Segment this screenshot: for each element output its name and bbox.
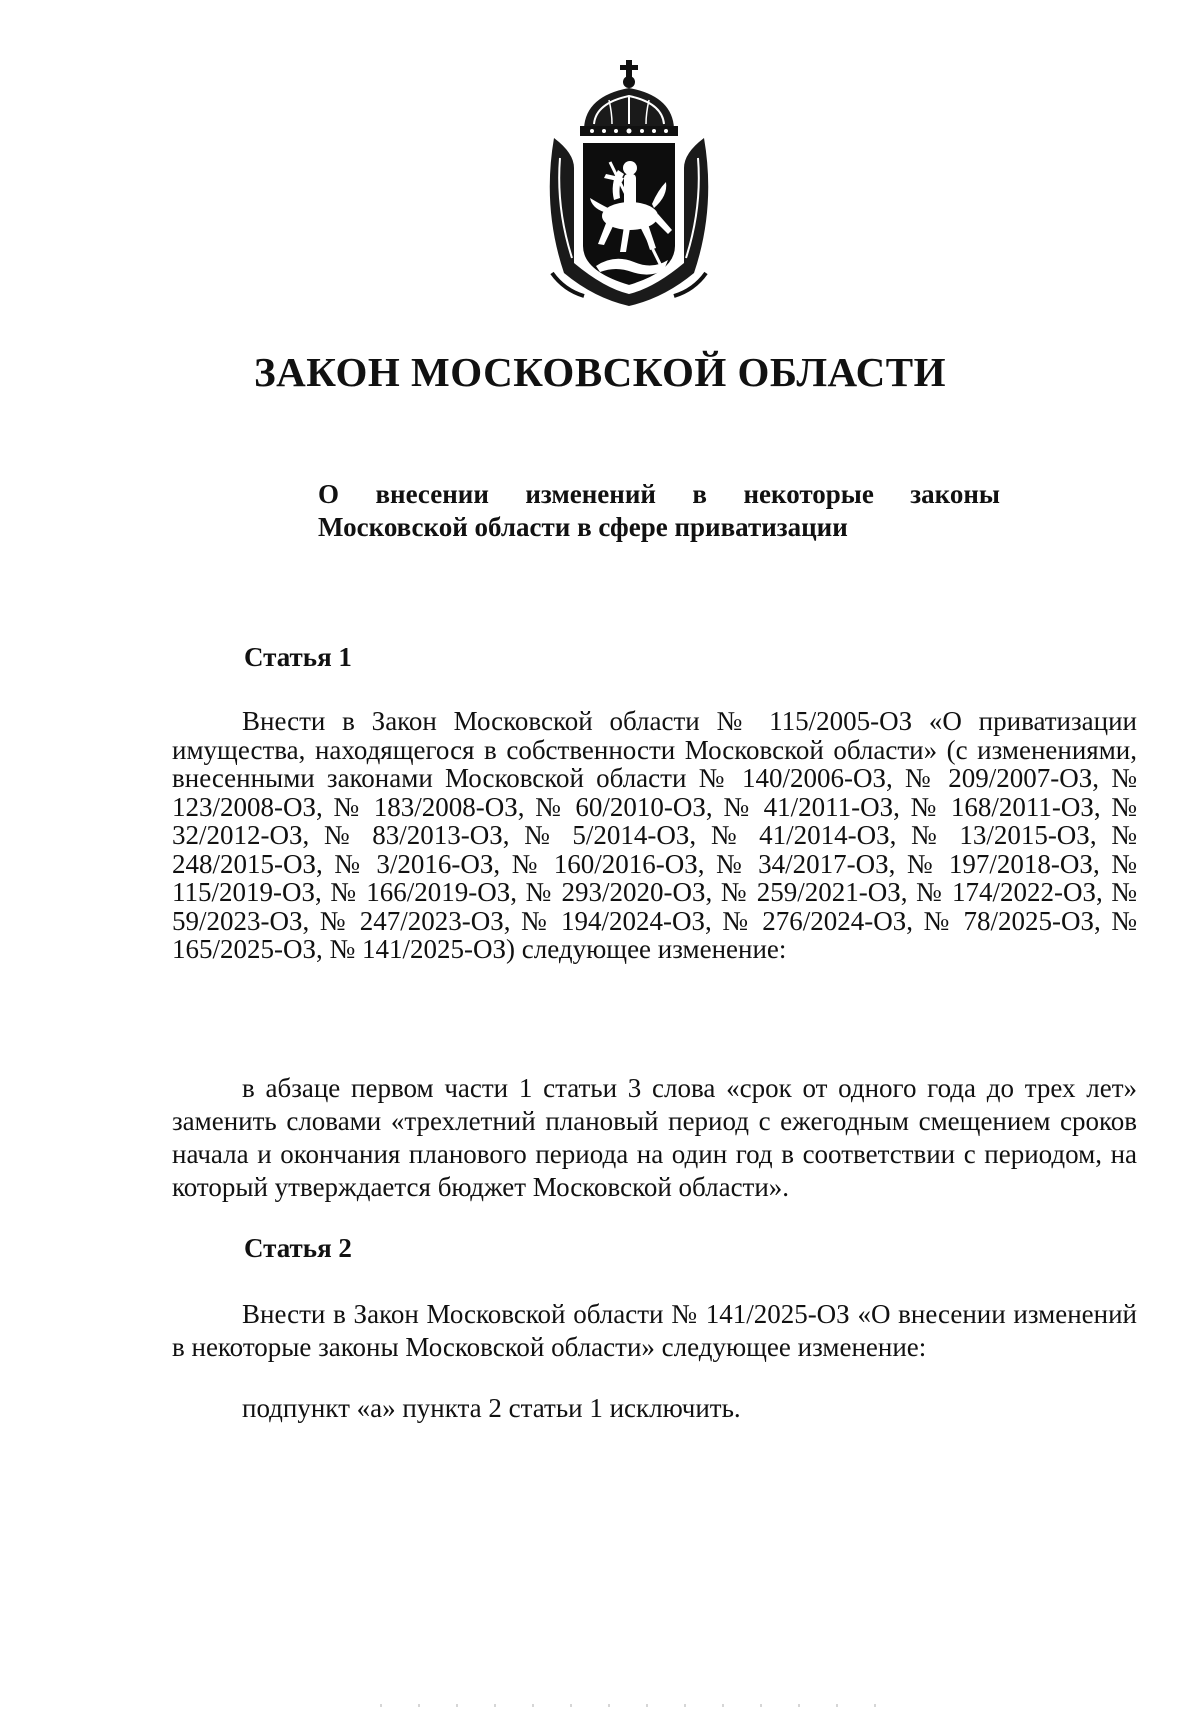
article-1-heading: Статья 1 — [244, 642, 352, 672]
moscow-oblast-coat-of-arms-icon — [534, 58, 724, 308]
article-2-paragraph-2: подпункт «а» пункта 2 статьи 1 исключить. — [242, 1393, 741, 1423]
document-title: ЗАКОН МОСКОВСКОЙ ОБЛАСТИ — [254, 349, 946, 395]
article-2-paragraph-1: Внести в Закон Московской области № 141/2025-ОЗ «О внесении изменений в некоторые законы Московской области» следующее изменение: — [172, 1299, 1137, 1362]
article-1-paragraph-1: Внести в Закон Московской области № 115/2005-ОЗ «О приватизации имущества, находящегося в собственности Московской области» (с изменениями, внесенными законами Московской области № 140/2006-ОЗ, № 209/2007-ОЗ, № 123/2008-ОЗ, № 183/2008-ОЗ, № 60/2010-ОЗ, № 41/2011-ОЗ, № 168/2011-ОЗ, № 32/2012-ОЗ, № 83/2013-ОЗ, № 5/2014-ОЗ, № 41/2014-ОЗ, № 13/2015-ОЗ, № 248/2015-ОЗ, № 3/2016-ОЗ, № 160/2016-ОЗ, № 34/2017-ОЗ, № 197/2018-ОЗ, № 115/2019-ОЗ, № 166/2019-ОЗ, № 293/2020-ОЗ, № 259/2021-ОЗ, № 174/2022-ОЗ, № 59/2023-ОЗ, № 247/2023-ОЗ, № 194/2024-ОЗ, № 276/2024-ОЗ, № 78/2025-ОЗ, № 165/2025-ОЗ, № 141/2025-ОЗ) следующее изменение: — [172, 706, 1137, 964]
article-2-heading: Статья 2 — [244, 1233, 352, 1263]
article-1-paragraph-2: в абзаце первом части 1 статьи 3 слова «срок от одного года до трех лет» заменить словами «трехлетний плановый период с ежегодным смещением сроков начала и окончания планового периода на один год в соответствии с периодом, на который утверждается бюджет Московской области». — [172, 1073, 1137, 1202]
scan-artifact — [380, 1704, 880, 1707]
document-subtitle: О внесении изменений в некоторые законы Московской области в сфере приватизации — [318, 479, 1000, 542]
